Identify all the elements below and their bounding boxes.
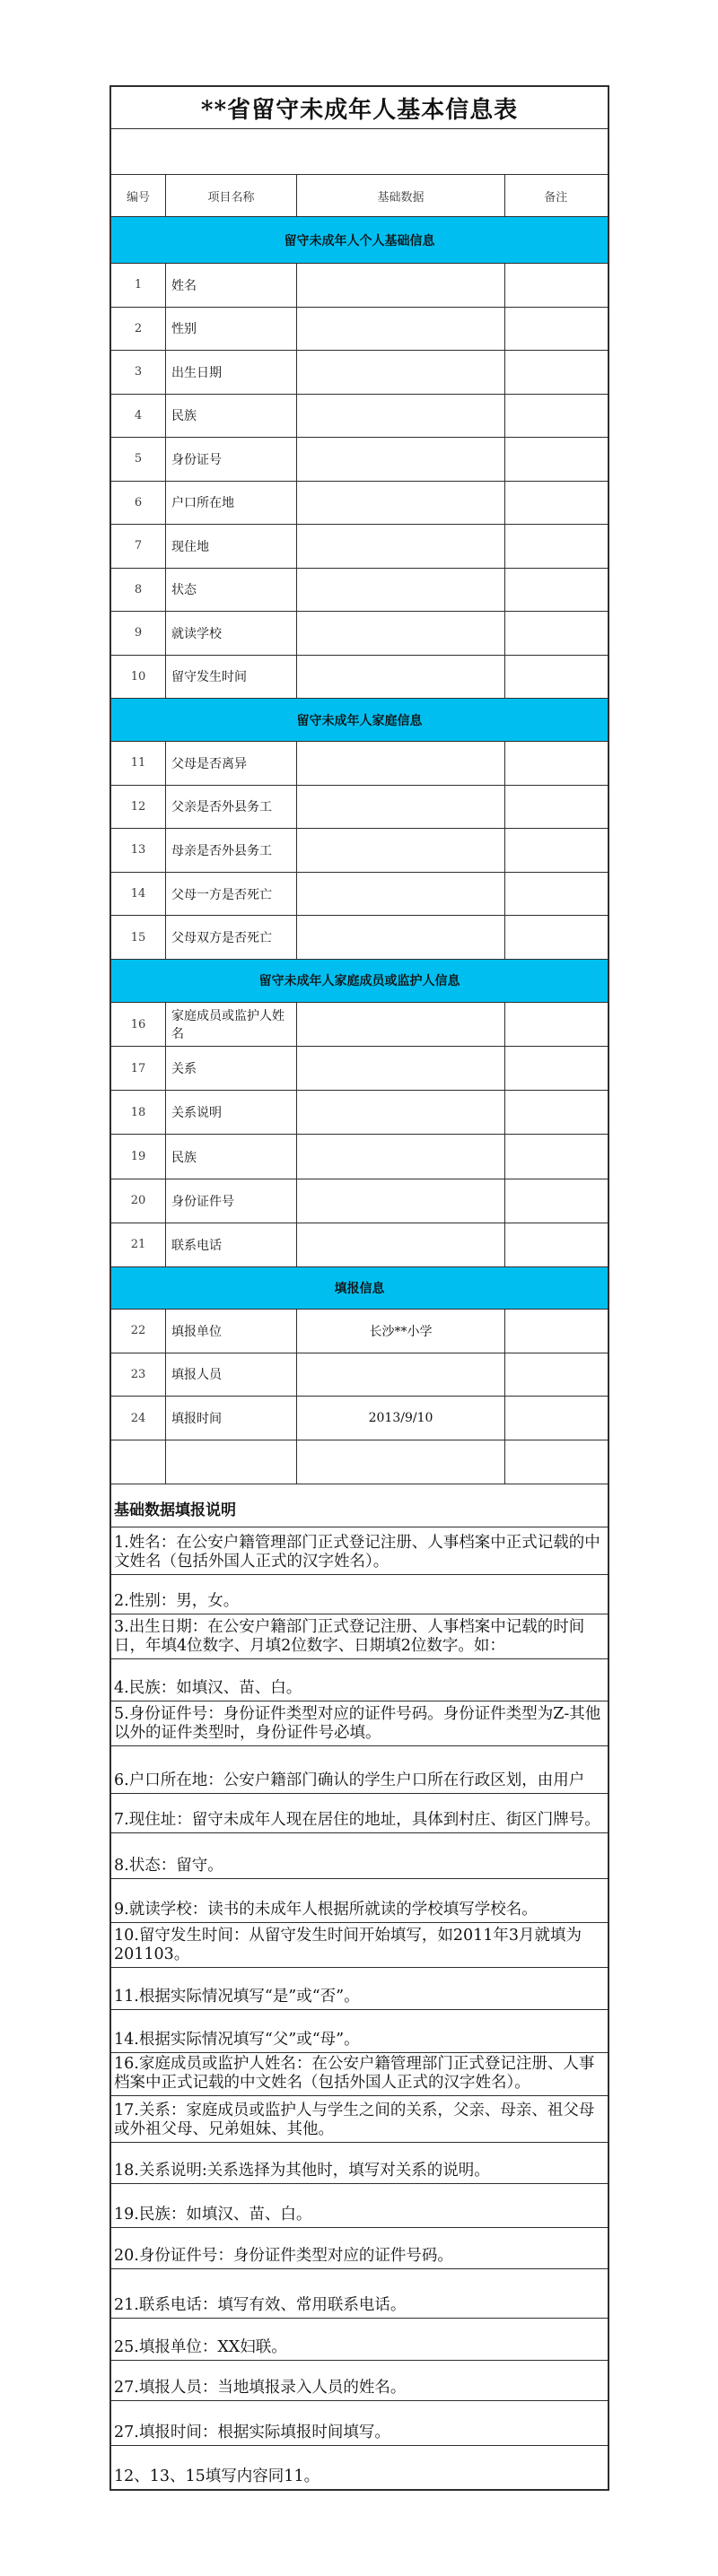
- table-row: [111, 351, 608, 395]
- row-number-cell: 7: [134, 539, 143, 553]
- note-item: 12、13、15填写内容同11。: [114, 2467, 320, 2485]
- base-data-cell[interactable]: [296, 482, 504, 525]
- row-number-cell: 22: [130, 1324, 146, 1338]
- table-row: [111, 1223, 608, 1267]
- col-header-no: 编号: [126, 190, 150, 205]
- note-item: 27.填报人员：当地填报录入人员的姓名。: [111, 2361, 608, 2401]
- note-item: 14.根据实际情况填写“父”或“母”。: [111, 2010, 608, 2053]
- row-number-cell: 1: [134, 278, 143, 292]
- row-number-cell: 24: [130, 1411, 146, 1425]
- row-number-cell: 5: [134, 452, 143, 466]
- info-table: [109, 85, 609, 2491]
- item-name-cell: 性别: [165, 308, 296, 351]
- row-number-cell: 19: [130, 1150, 146, 1164]
- base-data-cell[interactable]: [296, 1223, 504, 1266]
- remark-cell[interactable]: [504, 569, 607, 612]
- remark-cell[interactable]: [504, 612, 607, 655]
- base-data-cell[interactable]: [296, 1135, 504, 1178]
- item-name-cell: 民族: [165, 1135, 296, 1178]
- row-number-cell: 13: [130, 843, 146, 857]
- remark-cell[interactable]: [504, 525, 607, 568]
- item-name-cell: 姓名: [165, 264, 296, 307]
- note-item: 17.关系：家庭成员或监护人与学生之间的关系，父亲、母亲、祖父母或外祖父母、兄弟姐妹、其他。: [111, 2096, 608, 2143]
- base-data-cell[interactable]: 2013/9/10: [296, 1397, 504, 1440]
- row-number-cell: 10: [130, 669, 146, 683]
- base-data-cell[interactable]: [296, 612, 504, 655]
- base-data-cell[interactable]: [296, 786, 504, 829]
- row-number-cell: 6: [134, 495, 143, 509]
- row-number-cell: 17: [130, 1061, 146, 1075]
- section-header: 留守未成年人家庭信息: [111, 699, 608, 742]
- base-data-cell[interactable]: [296, 742, 504, 785]
- item-name-cell: 出生日期: [165, 351, 296, 394]
- remark-cell[interactable]: [504, 1091, 607, 1134]
- note-item: 9.就读学校：读书的未成年人根据所就读的学校填写学校名。: [111, 1879, 608, 1923]
- table-row: [111, 1003, 608, 1047]
- base-data-cell[interactable]: [296, 916, 504, 959]
- base-data-cell[interactable]: [296, 395, 504, 438]
- base-data-cell[interactable]: [296, 873, 504, 916]
- notes-heading: 基础数据填报说明: [111, 1484, 608, 1527]
- base-data-cell[interactable]: [296, 264, 504, 307]
- note-item: 5.身份证件号：身份证件类型对应的证件号码。身份证件类型为Z-其他以外的证件类型时，身份证件号必填。: [111, 1701, 608, 1746]
- note-item: 16.家庭成员或监护人姓名：在公安户籍管理部门正式登记注册、人事档案中正式记载的中文姓名（包括外国人正式的汉字姓名）。: [111, 2053, 608, 2096]
- table-row: [111, 264, 608, 308]
- col-header-base-data: 基础数据: [296, 175, 504, 216]
- item-name-cell: 身份证号: [165, 438, 296, 481]
- row-number-cell: 8: [134, 582, 143, 596]
- table-row: [111, 1047, 608, 1091]
- item-name-cell: 填报时间: [165, 1397, 296, 1440]
- remark-cell[interactable]: [504, 1353, 607, 1397]
- row-number-cell: 14: [130, 887, 146, 901]
- row-number-cell: 9: [134, 626, 143, 640]
- table-row: [111, 1179, 608, 1223]
- base-data-cell[interactable]: [296, 829, 504, 872]
- remark-cell[interactable]: [504, 1003, 607, 1046]
- col-header-remark: 备注: [504, 175, 607, 216]
- base-data-cell[interactable]: [296, 1091, 504, 1134]
- row-number-cell: 15: [130, 930, 146, 944]
- row-number-cell: 12: [130, 799, 146, 814]
- row-number-cell: 16: [130, 1017, 146, 1031]
- table-row: [111, 1091, 608, 1135]
- table-row: [111, 612, 608, 656]
- table-row: [111, 916, 608, 960]
- note-item: 4.民族：如填汉、苗、白。: [111, 1659, 608, 1701]
- item-name-cell: 父母是否离异: [165, 742, 296, 785]
- section-header: 留守未成年人家庭成员或监护人信息: [111, 960, 608, 1003]
- row-number-cell: [111, 1440, 165, 1484]
- table-row: [111, 395, 608, 439]
- remark-cell[interactable]: [504, 351, 607, 394]
- base-data-cell[interactable]: [296, 525, 504, 568]
- table-row: [111, 742, 608, 786]
- table-row: [111, 525, 608, 569]
- row-number-cell: 21: [130, 1238, 146, 1252]
- note-item: 25.填报单位：XX妇联。: [111, 2319, 608, 2361]
- remark-cell[interactable]: [504, 1397, 607, 1440]
- base-data-cell[interactable]: [296, 1179, 504, 1223]
- base-data-cell[interactable]: [296, 438, 504, 481]
- section-header: 填报信息: [111, 1267, 608, 1310]
- item-name-cell: 填报单位: [165, 1310, 296, 1353]
- base-data-cell[interactable]: [296, 656, 504, 699]
- table-row: [111, 1353, 608, 1397]
- base-data-cell[interactable]: [296, 569, 504, 612]
- remark-cell[interactable]: [504, 1135, 607, 1178]
- base-data-cell[interactable]: [296, 351, 504, 394]
- table-row: [111, 1310, 608, 1353]
- form-title: **省留守未成年人基本信息表: [111, 87, 608, 129]
- base-data-cell[interactable]: [296, 308, 504, 351]
- base-data-cell[interactable]: 长沙**小学: [296, 1310, 504, 1353]
- note-item: 19.民族：如填汉、苗、白。: [111, 2184, 608, 2228]
- table-row: [111, 1397, 608, 1440]
- row-number-cell: 3: [134, 365, 143, 379]
- item-name-cell: 关系: [165, 1047, 296, 1090]
- note-item: 18.关系说明:关系选择为其他时，填写对关系的说明。: [111, 2143, 608, 2184]
- table-row: [111, 438, 608, 482]
- row-number-cell: 20: [130, 1194, 146, 1208]
- table-row: [111, 308, 608, 352]
- column-header-row: [111, 175, 608, 217]
- empty-row: [111, 1440, 608, 1484]
- table-row: [111, 482, 608, 526]
- row-number-cell: 18: [130, 1105, 146, 1119]
- base-data-cell[interactable]: [296, 1003, 504, 1046]
- base-data-cell[interactable]: [296, 1047, 504, 1090]
- item-name-cell: 父母一方是否死亡: [165, 873, 296, 916]
- remark-cell[interactable]: [504, 264, 607, 307]
- note-item: 21.联系电话：填写有效、常用联系电话。: [111, 2269, 608, 2319]
- item-name-cell: 关系说明: [165, 1091, 296, 1134]
- note-item: 3.出生日期：在公安户籍部门正式登记注册、人事档案中记载的时间日，年填4位数字、月填2位数字、日期填2位数字。如：: [111, 1614, 608, 1659]
- remark-cell[interactable]: [504, 656, 607, 699]
- table-row: [111, 873, 608, 917]
- remark-cell[interactable]: [504, 395, 607, 438]
- row-number-cell: 2: [134, 321, 143, 335]
- note-item: 27.填报时间：根据实际填报时间填写。: [111, 2401, 608, 2446]
- item-name-cell: 父亲是否外县务工: [165, 786, 296, 829]
- remark-cell[interactable]: [504, 482, 607, 525]
- base-data-cell[interactable]: [296, 1353, 504, 1397]
- remark-cell[interactable]: [504, 438, 607, 481]
- remark-cell[interactable]: [504, 829, 607, 872]
- table-row: [111, 656, 608, 700]
- note-item: 10.留守发生时间：从留守发生时间开始填写，如2011年3月就填为201103。: [111, 1923, 608, 1968]
- remark-cell[interactable]: [504, 1047, 607, 1090]
- note-item: 6.户口所在地：公安户籍部门确认的学生户口所在行政区划，由用户: [111, 1746, 608, 1794]
- row-number-cell: 4: [134, 408, 143, 422]
- col-header-item-name: 项目名称: [165, 175, 296, 216]
- remark-cell[interactable]: [504, 1440, 607, 1484]
- blank-row: [111, 129, 608, 175]
- table-row: [111, 569, 608, 613]
- remark-cell[interactable]: [504, 1223, 607, 1266]
- note-item: 1.姓名：在公安户籍管理部门正式登记注册、人事档案中正式记载的中文姓名（包括外国人正式的汉字姓名）。: [111, 1527, 608, 1575]
- note-item: 20.身份证件号：身份证件类型对应的证件号码。: [111, 2228, 608, 2269]
- item-name-cell: 身份证件号: [165, 1179, 296, 1223]
- item-name-cell: 现住地: [165, 525, 296, 568]
- item-name-cell: 就读学校: [165, 612, 296, 655]
- item-name-cell: 民族: [165, 395, 296, 438]
- table-row: [111, 1135, 608, 1179]
- note-item: 8.状态：留守。: [111, 1833, 608, 1879]
- table-row: [111, 829, 608, 873]
- row-number-cell: 23: [130, 1367, 146, 1381]
- item-name-cell: 家庭成员或监护人姓名: [165, 1003, 296, 1046]
- remark-cell[interactable]: [504, 1179, 607, 1223]
- item-name-cell: [165, 1440, 296, 1484]
- note-item: 11.根据实际情况填写“是”或“否”。: [111, 1968, 608, 2010]
- item-name-cell: 母亲是否外县务工: [165, 829, 296, 872]
- item-name-cell: 户口所在地: [165, 482, 296, 525]
- remark-cell[interactable]: [504, 308, 607, 351]
- remark-cell[interactable]: [504, 873, 607, 916]
- table-row: [111, 786, 608, 830]
- remark-cell[interactable]: [504, 916, 607, 959]
- note-item: 2.性别：男，女。: [111, 1575, 608, 1614]
- note-item: 7.现住址：留守未成年人现在居住的地址，具体到村庄、街区门牌号。: [111, 1794, 608, 1833]
- item-name-cell: 填报人员: [165, 1353, 296, 1397]
- item-name-cell: 父母双方是否死亡: [165, 916, 296, 959]
- section-header: 留守未成年人个人基础信息: [111, 217, 608, 264]
- item-name-cell: 联系电话: [165, 1223, 296, 1266]
- item-name-cell: 留守发生时间: [165, 656, 296, 699]
- item-name-cell: 状态: [165, 569, 296, 612]
- row-number-cell: 11: [130, 756, 146, 770]
- base-data-cell[interactable]: [296, 1440, 504, 1484]
- remark-cell[interactable]: [504, 1310, 607, 1353]
- remark-cell[interactable]: [504, 786, 607, 829]
- remark-cell[interactable]: [504, 742, 607, 785]
